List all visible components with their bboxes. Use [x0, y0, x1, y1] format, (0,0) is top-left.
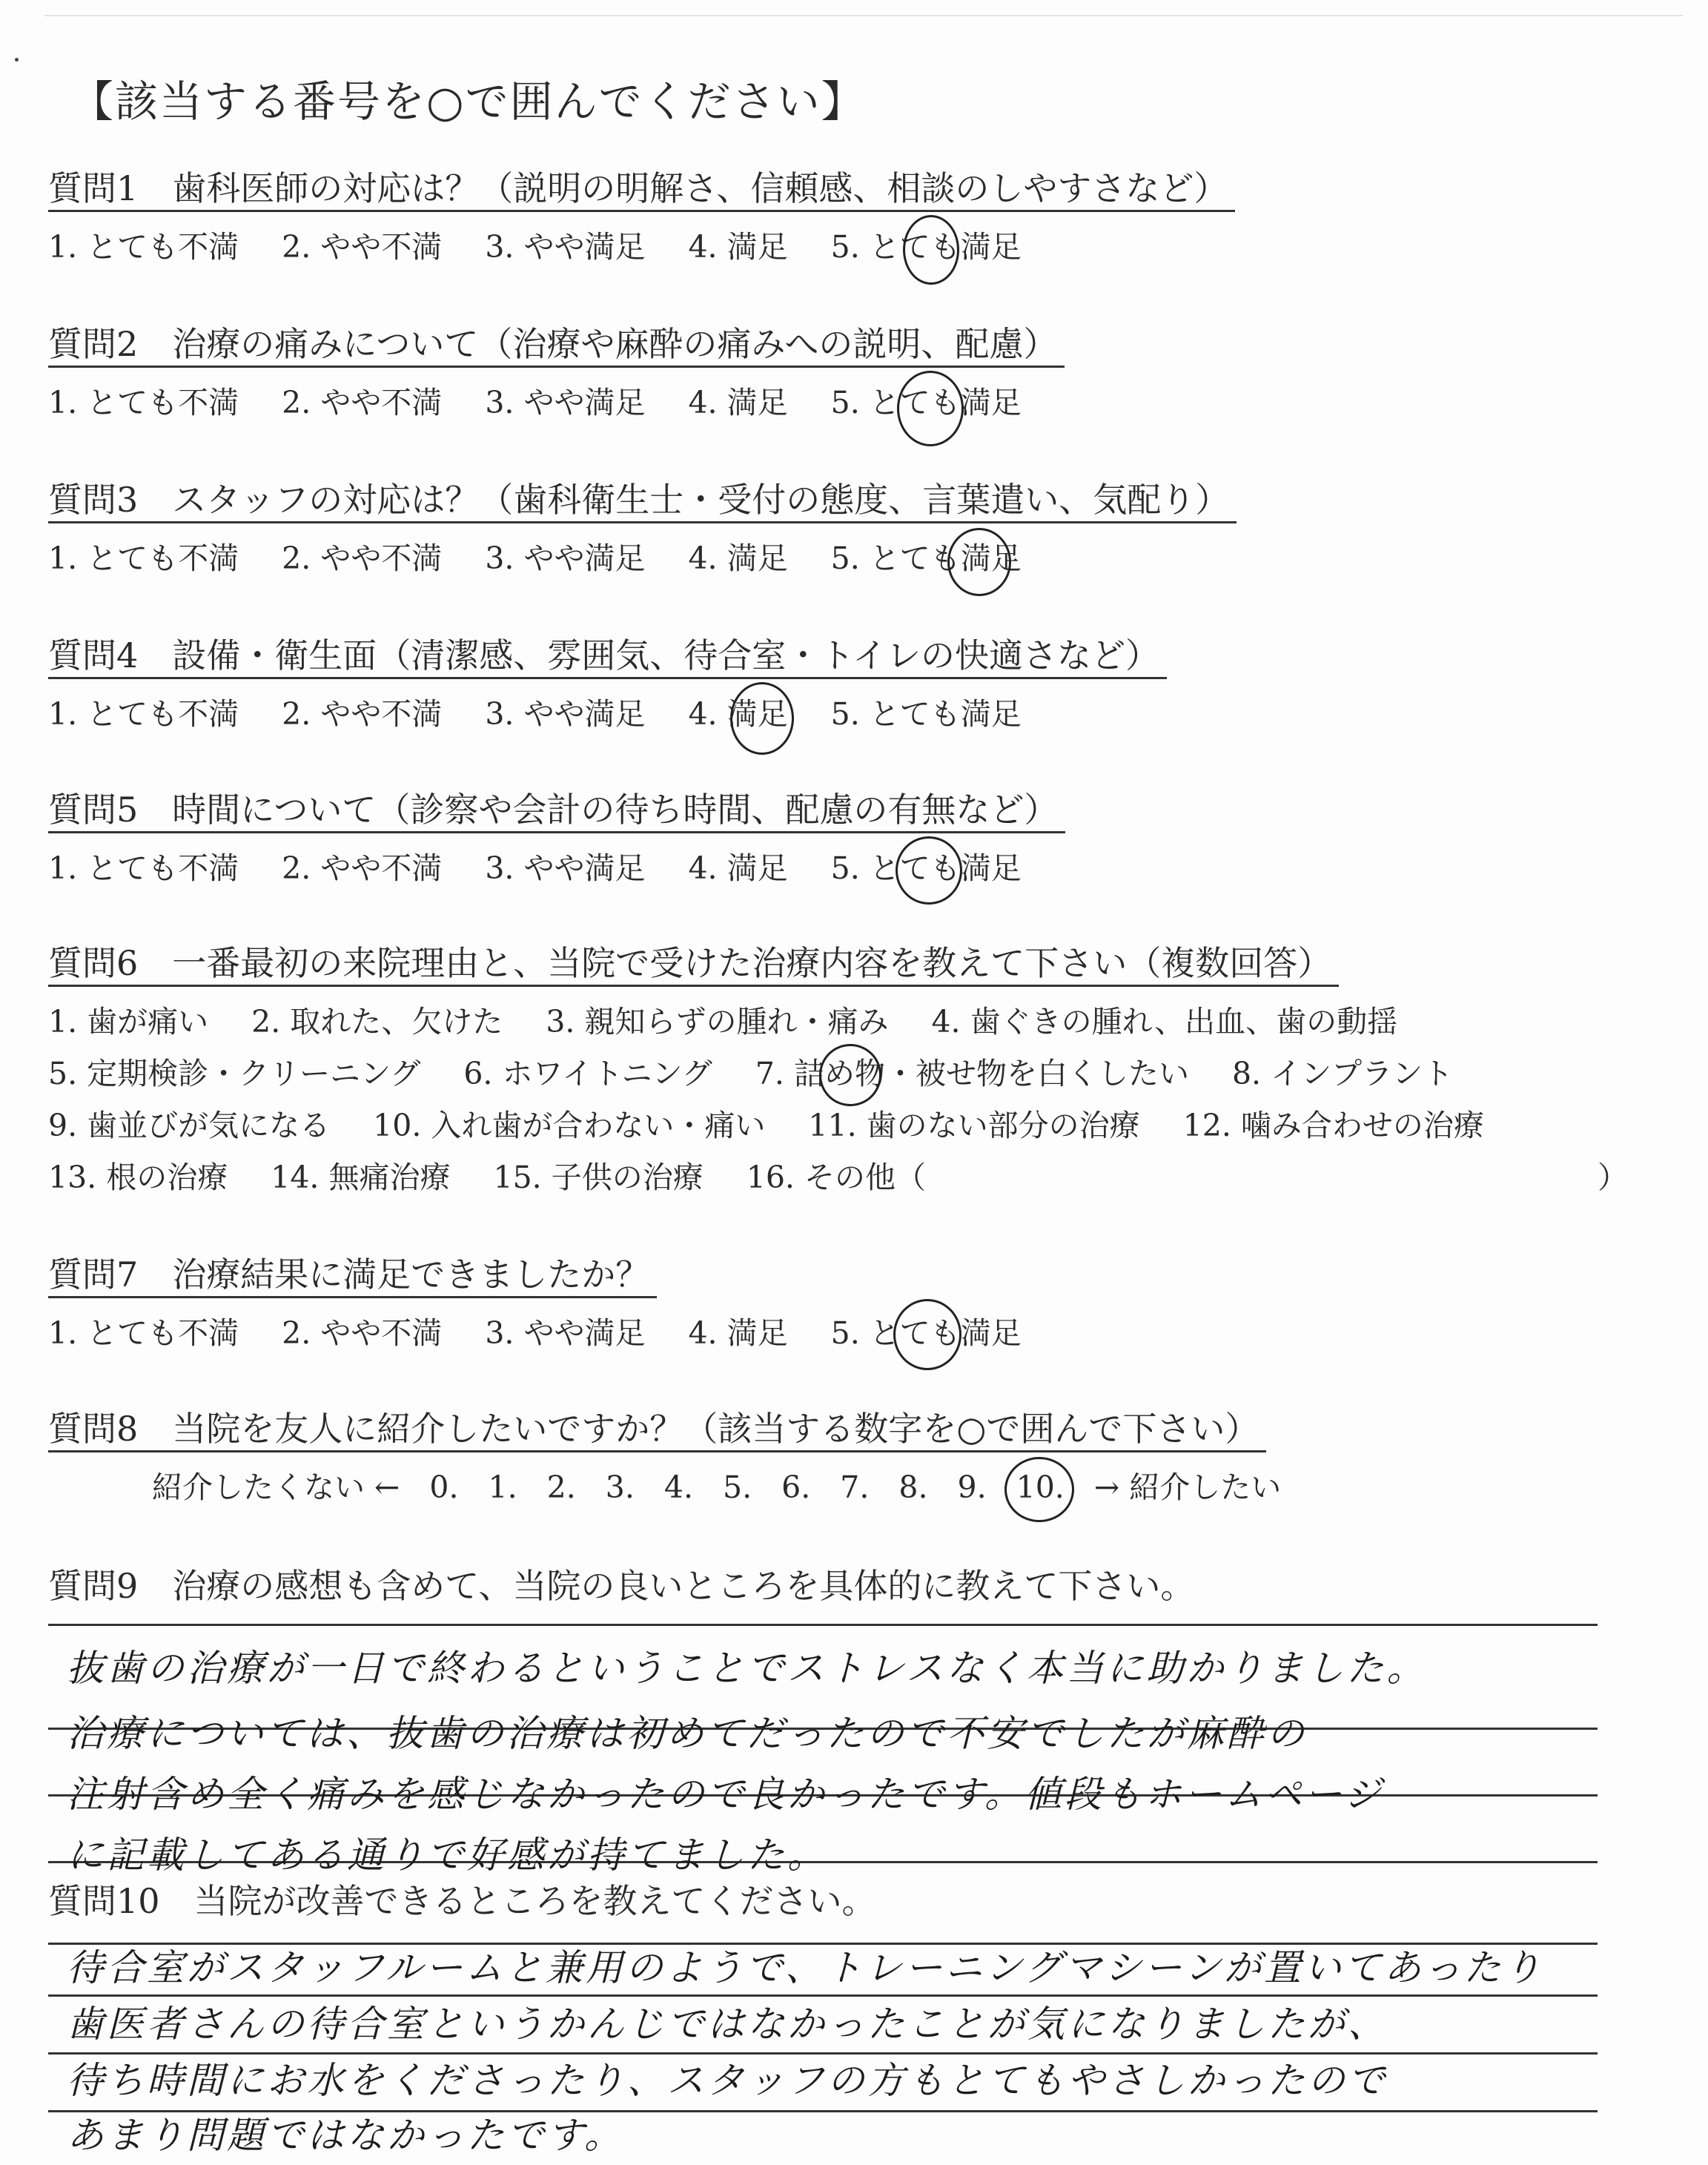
q8-selection-circle: [1004, 1457, 1074, 1522]
q8-value-5[interactable]: 5.: [723, 1470, 752, 1505]
q4-option-2[interactable]: 2. やや不満: [282, 696, 443, 732]
question-8-title: 質問8 当院を友人に紹介したいですか？（該当する数字を○で囲んで下さい）: [48, 1407, 1266, 1452]
q6-options-row-3: [48, 1105, 1484, 1146]
q1-option-3[interactable]: 3. やや満足: [485, 229, 646, 265]
q6-selection-circle: [819, 1044, 881, 1106]
q3-option-4[interactable]: 4. 満足: [688, 541, 788, 576]
q8-value-8[interactable]: 8.: [898, 1470, 928, 1505]
q9-answer-line-2: 治療については、抜歯の治療は初めてだったので不安でしたが麻酔の: [67, 1712, 1307, 1755]
q5-selection-circle: [896, 836, 962, 905]
q8-low-label: 紹介したくない ←: [152, 1470, 400, 1505]
q3-option-2[interactable]: 2. やや不満: [282, 541, 443, 576]
q6-options-row-1: [48, 1001, 1397, 1042]
q5-option-4[interactable]: 4. 満足: [688, 850, 788, 886]
question-6-title: 質問6 一番最初の来院理由と、当院で受けた治療内容を教えて下さい（複数回答）: [48, 942, 1339, 987]
q6-other-close-paren: ）: [1598, 1160, 1628, 1195]
q7-option-2[interactable]: 2. やや不満: [282, 1315, 443, 1351]
q2-option-5[interactable]: 5. とても満足: [830, 385, 1022, 420]
q7-option-5[interactable]: 5. とても満足: [830, 1315, 1022, 1351]
q2-option-4[interactable]: 4. 満足: [688, 385, 788, 420]
q7-option-1[interactable]: 1. とても不満: [48, 1315, 239, 1351]
q6-option-12[interactable]: 12. 噛み合わせの治療: [1182, 1108, 1484, 1143]
q2-option-2[interactable]: 2. やや不満: [282, 385, 443, 420]
question-9-title: 質問9 治療の感想も含めて、当院の良いところを具体的に教えて下さい。: [48, 1566, 1195, 1606]
question-4-title: 質問4 設備・衛生面（清潔感、雰囲気、待合室・トイレの快適さなど）: [48, 634, 1167, 679]
q6-option-5[interactable]: 5. 定期検診・クリーニング: [48, 1056, 421, 1091]
q7-option-3[interactable]: 3. やや満足: [485, 1315, 646, 1351]
question-5-title: 質問5 時間について（診察や会計の待ち時間、配慮の有無など）: [48, 788, 1065, 833]
q1-option-4[interactable]: 4. 満足: [688, 229, 788, 265]
question-5-options: [48, 847, 1022, 889]
q4-option-5[interactable]: 5. とても満足: [830, 696, 1022, 732]
q6-options-row-2: [48, 1053, 1453, 1094]
q6-option-8[interactable]: 8. インプラント: [1231, 1056, 1454, 1091]
scan-speck: [15, 58, 19, 62]
q8-value-4[interactable]: 4.: [663, 1470, 694, 1505]
question-1-options: [48, 226, 1022, 268]
q10-answer-line-3: 待ち時間にお水をくださったり、スタッフの方もとてもやさしかったので: [67, 2059, 1388, 2102]
question-4-options: [48, 693, 1022, 735]
q5-option-2[interactable]: 2. やや不満: [282, 850, 443, 886]
q6-option-7[interactable]: 7. 詰め物・被せ物を白くしたい: [755, 1056, 1189, 1091]
q6-option-9[interactable]: 9. 歯並びが気になる: [48, 1108, 331, 1143]
question-3-options: [48, 538, 1022, 579]
q10-answer-line-4: あまり問題ではなかったです。: [67, 2114, 624, 2157]
q8-value-9[interactable]: 9.: [957, 1470, 987, 1505]
q8-value-3[interactable]: 3.: [605, 1470, 635, 1505]
q10-answer-line-2: 歯医者さんの待合室というかんじではなかったことが気になりましたが、: [67, 2003, 1388, 2046]
question-7-title: 質問7 治療結果に満足できましたか？: [48, 1253, 657, 1298]
q4-selection-circle: [730, 682, 794, 755]
q5-option-5[interactable]: 5. とても満足: [830, 850, 1022, 886]
q5-option-1[interactable]: 1. とても不満: [48, 850, 239, 886]
q1-option-5[interactable]: 5. とても満足: [830, 229, 1022, 265]
q3-option-3[interactable]: 3. やや満足: [485, 541, 646, 576]
q1-option-1[interactable]: 1. とても不満: [48, 229, 239, 265]
q1-option-2[interactable]: 2. やや不満: [282, 229, 443, 265]
q8-value-6[interactable]: 6.: [781, 1470, 811, 1505]
top-border: [44, 15, 1683, 16]
q6-option-4[interactable]: 4. 歯ぐきの腫れ、出血、歯の動揺: [931, 1004, 1398, 1039]
q6-option-10[interactable]: 10. 入れ歯が合わない・痛い: [373, 1108, 766, 1143]
q6-option-11[interactable]: 11. 歯のない部分の治療: [808, 1108, 1140, 1143]
q4-option-3[interactable]: 3. やや満足: [485, 696, 646, 732]
q4-option-4[interactable]: 4. 満足: [688, 696, 788, 732]
question-10-title: 質問10 当院が改善できるところを教えてください。: [48, 1881, 876, 1921]
q3-option-5[interactable]: 5. とても満足: [830, 541, 1022, 576]
q1-selection-circle: [903, 215, 959, 285]
q6-option-6[interactable]: 6. ホワイトニング: [463, 1056, 712, 1091]
q6-options-row-4: [48, 1157, 926, 1198]
question-1-title: 質問1 歯科医師の対応は？（説明の明解さ、信頼感、相談のしやすさなど）: [48, 167, 1235, 212]
q6-option-3[interactable]: 3. 親知らずの腫れ・痛み: [546, 1004, 889, 1039]
q8-value-10[interactable]: 10.: [1016, 1470, 1065, 1505]
question-7-options: [48, 1312, 1022, 1354]
q10-answer-line-1: 待合室がスタッフルームと兼用のようで、トレーニングマシーンが置いてあったり: [67, 1946, 1544, 1989]
q6-option-14[interactable]: 14. 無痛治療: [271, 1160, 451, 1195]
q9-answer-line-3: 注射含め全く痛みを感じなかったので良かったです。値段もホームページ: [67, 1773, 1384, 1816]
question-3-title: 質問3 スタッフの対応は？（歯科衛生士・受付の態度、言葉遣い、気配り）: [48, 478, 1237, 523]
q8-value-2[interactable]: 2.: [546, 1470, 576, 1505]
q9-rule-1: [48, 1624, 1598, 1626]
q7-selection-circle: [893, 1299, 961, 1370]
q6-option-16[interactable]: 16. その他（: [746, 1160, 926, 1195]
q7-option-4[interactable]: 4. 満足: [688, 1315, 788, 1351]
q3-option-1[interactable]: 1. とても不満: [48, 541, 239, 576]
q4-option-1[interactable]: 1. とても不満: [48, 696, 239, 732]
question-2-options: [48, 382, 1022, 423]
question-2-title: 質問2 治療の痛みについて（治療や麻酔の痛みへの説明、配慮）: [48, 323, 1065, 368]
q5-option-3[interactable]: 3. やや満足: [485, 850, 646, 886]
q6-option-13[interactable]: 13. 根の治療: [48, 1160, 228, 1195]
q8-high-label: → 紹介したい: [1093, 1470, 1282, 1505]
q9-answer-line-1: 抜歯の治療が一日で終わるということでストレスなく本当に助かりました。: [67, 1647, 1427, 1690]
q8-scale: [152, 1467, 1311, 1508]
q2-option-3[interactable]: 3. やや満足: [485, 385, 646, 420]
q8-value-7[interactable]: 7.: [840, 1470, 870, 1505]
q6-option-1[interactable]: 1. 歯が痛い: [48, 1004, 209, 1039]
q6-option-15[interactable]: 15. 子供の治療: [493, 1160, 704, 1195]
q6-option-2[interactable]: 2. 取れた、欠けた: [251, 1004, 503, 1039]
q8-value-0[interactable]: 0.: [429, 1470, 459, 1505]
form-heading: 【該当する番号を○で囲んでください】: [70, 76, 866, 127]
q3-selection-circle: [947, 528, 1011, 596]
q2-option-1[interactable]: 1. とても不満: [48, 385, 239, 420]
q2-selection-circle: [897, 371, 964, 446]
q9-answer-line-4: に記載してある通りで好感が持てました。: [67, 1834, 827, 1877]
q8-value-1[interactable]: 1.: [488, 1470, 517, 1505]
